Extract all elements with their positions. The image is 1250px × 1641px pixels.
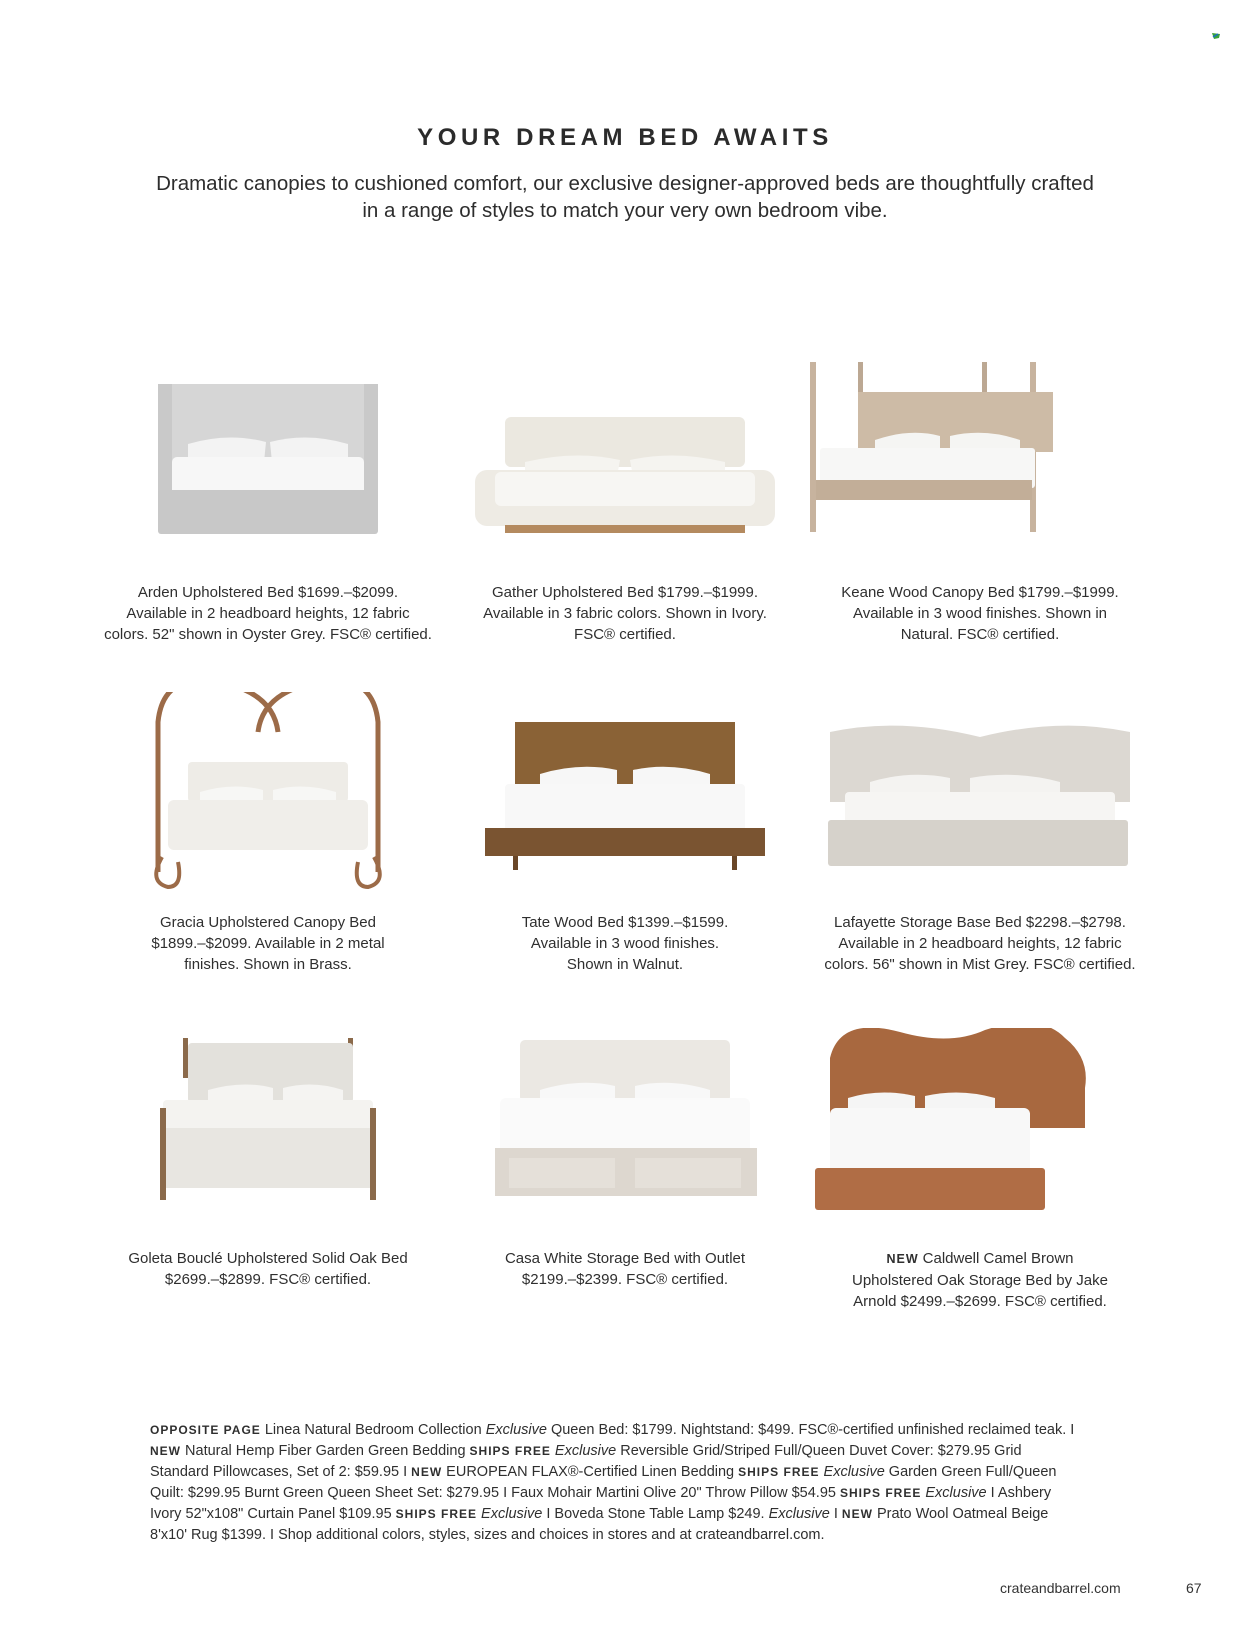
caption-line: colors. 56" shown in Mist Grey. FSC® certified. <box>824 956 1136 973</box>
corner-mark-icon <box>1211 32 1221 40</box>
intro-line-1: Dramatic canopies to cushioned comfort, our exclusive designer-approved beds are thoughtfully crafted <box>156 172 1094 195</box>
caption-line: Shown in Walnut. <box>566 956 684 973</box>
caption-line: Goleta Bouclé Upholstered Solid Oak Bed <box>128 1250 408 1267</box>
product-card-arden[interactable] <box>88 362 448 645</box>
product-card-goleta[interactable] <box>88 1028 448 1290</box>
caption-line: Keane Wood Canopy Bed $1799.–$1999. <box>841 584 1119 601</box>
caption-line: colors. 52" shown in Oyster Grey. FSC® certified. <box>104 626 432 643</box>
caption-line: $2699.–$2899. FSC® certified. <box>164 1271 372 1288</box>
ships-free-tag: SHIPS FREE <box>395 1507 478 1521</box>
caption-line: Arden Upholstered Bed $1699.–$2099. <box>137 584 399 601</box>
product-caption <box>445 912 805 975</box>
product-card-caldwell[interactable] <box>800 1028 1160 1312</box>
product-card-gracia[interactable] <box>88 692 448 975</box>
product-caption <box>88 1248 448 1290</box>
product-caption <box>800 912 1160 975</box>
caption-line: Casa White Storage Bed with Outlet <box>504 1250 746 1267</box>
caption-line: FSC® certified. <box>574 626 676 643</box>
intro-line-2: in a range of styles to match your very own bedroom vibe. <box>362 199 888 222</box>
caption-line: Available in 3 fabric colors. Shown in Ivory. <box>483 605 767 622</box>
caption-line: Gracia Upholstered Canopy Bed <box>160 914 376 931</box>
new-tag: NEW <box>841 1507 873 1521</box>
product-card-tate[interactable] <box>445 692 805 975</box>
ships-free-tag: SHIPS FREE <box>469 1444 551 1458</box>
product-card-keane[interactable] <box>800 362 1160 645</box>
product-caption <box>800 582 1160 645</box>
caption-line: Available in 2 headboard heights, 12 fabric <box>838 935 1122 952</box>
product-caption <box>445 582 805 645</box>
credits-line-4: Quilt: $299.95 Burnt Green Queen Sheet Set: $279.95 I Faux Mohair Martini Olive 20" Throw Pillow $54.95 SHIPS FREE Exclusive I Ashbery <box>150 1485 1052 1501</box>
product-card-gather[interactable] <box>445 362 805 645</box>
new-tag: NEW <box>411 1465 443 1479</box>
new-tag: NEW <box>150 1444 181 1458</box>
caption-line: Available in 3 wood finishes. Shown in <box>852 605 1108 622</box>
caption-line: Natural. FSC® certified. <box>900 626 1060 643</box>
caldwell-bed-image <box>800 1028 1160 1238</box>
arden-bed-image <box>88 362 448 572</box>
tate-bed-image <box>445 692 805 902</box>
ships-free-tag: SHIPS FREE <box>738 1465 820 1479</box>
caption-line: Gather Upholstered Bed $1799.–$1999. <box>491 584 759 601</box>
caption-line: Available in 2 headboard heights, 12 fabric <box>126 605 410 622</box>
page-title: YOUR DREAM BED AWAITS <box>417 124 833 151</box>
product-card-lafayette[interactable] <box>800 692 1160 975</box>
product-card-casa[interactable] <box>445 1028 805 1290</box>
caption-line: finishes. Shown in Brass. <box>184 956 352 973</box>
product-caption <box>800 1248 1160 1312</box>
page-number: 67 <box>1186 1580 1202 1596</box>
product-caption <box>445 1248 805 1290</box>
caption-line: NEW Caldwell Camel Brown <box>886 1250 1074 1267</box>
footer-url-link[interactable]: crateandbarrel.com <box>1000 1580 1121 1596</box>
intro-text <box>125 170 1125 224</box>
opposite-page-tag: OPPOSITE PAGE <box>150 1423 261 1437</box>
credits-line-6: 8'x10' Rug $1399. I Shop additional colors, styles, sizes and choices in stores and at crateandbarrel.com. <box>150 1527 825 1543</box>
credits-line-1: OPPOSITE PAGE Linea Natural Bedroom Collection Exclusive Queen Bed: $1799. Nightstand: $499. FSC®-certified unfinished reclaimed teak. I <box>150 1422 1075 1438</box>
caption-line: Arnold $2499.–$2699. FSC® certified. <box>853 1293 1107 1310</box>
caption-line: Lafayette Storage Base Bed $2298.–$2798. <box>834 914 1126 931</box>
credits-line-5: Ivory 52"x108" Curtain Panel $109.95 SHIPS FREE Exclusive I Boveda Stone Table Lamp $249. Exclusive I NEW Prato Wool Oatmeal Beige <box>150 1506 1049 1522</box>
gather-bed-image <box>445 362 805 572</box>
caption-line: Upholstered Oak Storage Bed by Jake <box>852 1272 1108 1289</box>
product-credits <box>150 1420 1100 1546</box>
caption-line: Tate Wood Bed $1399.–$1599. <box>521 914 729 931</box>
casa-bed-image <box>445 1028 805 1238</box>
credits-line-3: Standard Pillowcases, Set of 2: $59.95 I NEW EUROPEAN FLAX®-Certified Linen Bedding SHIPS FREE Exclusive Garden Green Full/Queen <box>150 1464 1057 1480</box>
caption-line: $1899.–$2099. Available in 2 metal <box>151 935 385 952</box>
gracia-bed-image <box>88 692 448 902</box>
goleta-bed-image <box>88 1028 448 1238</box>
product-caption <box>88 582 448 645</box>
caption-line: $2199.–$2399. FSC® certified. <box>521 1271 729 1288</box>
product-caption <box>88 912 448 975</box>
caption-line: Available in 3 wood finishes. <box>530 935 720 952</box>
new-tag: NEW <box>886 1252 919 1266</box>
lafayette-bed-image <box>800 692 1160 902</box>
credits-line-2: NEW Natural Hemp Fiber Garden Green Bedding SHIPS FREE Exclusive Reversible Grid/Striped Full/Queen Duvet Cover: $279.95 Grid <box>150 1443 1022 1459</box>
ships-free-tag: SHIPS FREE <box>839 1486 922 1500</box>
keane-bed-image <box>800 362 1160 572</box>
